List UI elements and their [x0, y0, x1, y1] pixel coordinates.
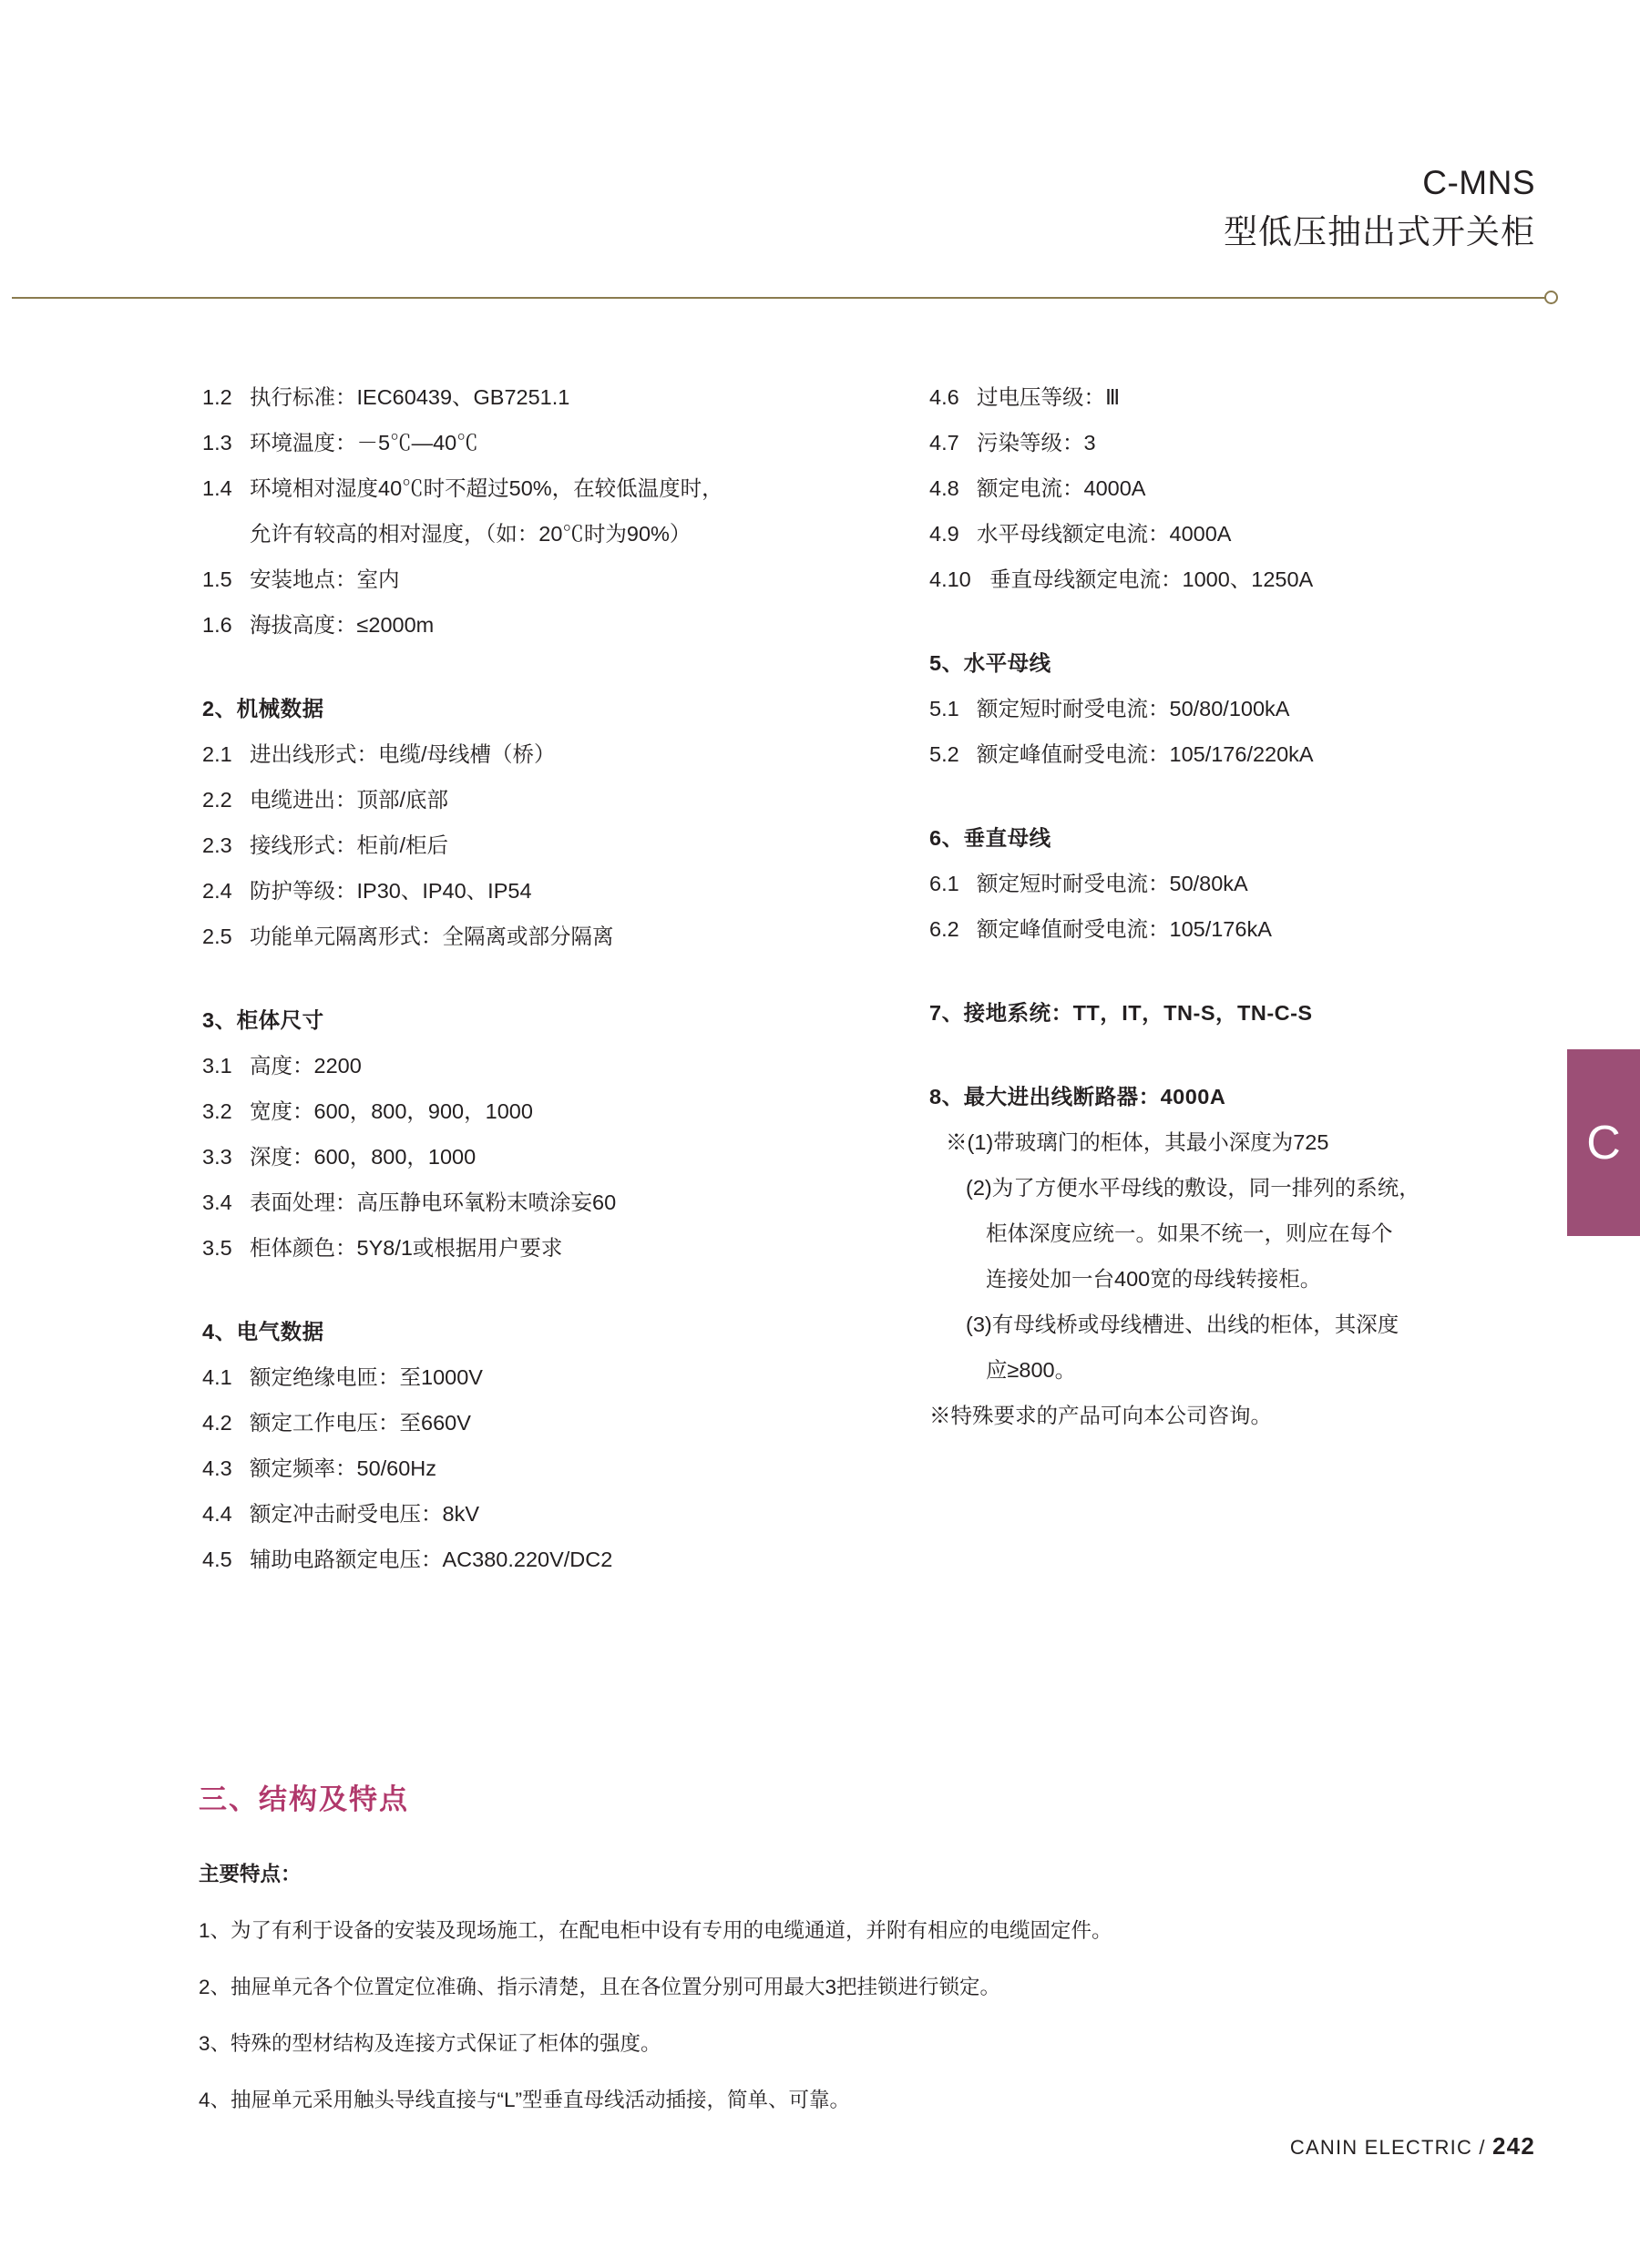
spec-item-number: 3.4 [202, 1190, 232, 1214]
feature-item: 4、抽屉单元采用触头导线直接与“L”型垂直母线活动插接，简单、可靠。 [199, 2089, 851, 2111]
spec-item-text: 额定峰值耐受电流：105/176kA [977, 917, 1272, 941]
spec-item-number: 4.3 [202, 1456, 232, 1480]
spec-item [202, 615, 840, 637]
left-column [202, 387, 840, 1595]
spec-item-number: 4.4 [202, 1502, 232, 1526]
spec-item [202, 1056, 840, 1078]
chapter-tab [1567, 1049, 1640, 1236]
spec-item-number: 3.1 [202, 1054, 232, 1078]
spec-item-text: 环境温度：－5℃—40℃ [250, 431, 478, 455]
spec-item [202, 1413, 840, 1435]
spec-item [929, 744, 1567, 766]
spec-item-number: 3.2 [202, 1099, 232, 1123]
spec-item [202, 1549, 840, 1571]
spec-item-number: 1.3 [202, 431, 232, 455]
spec-item-number: 1.2 [202, 385, 232, 409]
spec-item-text: 额定频率：50/60Hz [250, 1456, 437, 1480]
spec-continuation: 允许有较高的相对湿度，（如：20℃时为90%） [250, 522, 692, 546]
section-title: 2、机械数据 [202, 697, 324, 720]
spec-item-text: 柜体颜色：5Y8/1或根据用户要求 [250, 1236, 563, 1260]
spec-item-number: 6.1 [929, 872, 959, 895]
spec-item-text: 额定峰值耐受电流：105/176/220kA [977, 742, 1314, 766]
spacer [929, 1048, 1567, 1087]
spec-item-text: 安装地点：室内 [250, 567, 400, 591]
spec-item [202, 926, 840, 948]
spec-item-number: 4.8 [929, 476, 959, 500]
spec-item-number: 2.5 [202, 925, 232, 948]
spacer [202, 1283, 840, 1322]
spacer [929, 965, 1567, 1003]
header-rule-dot-icon [1544, 291, 1558, 304]
spec-item [202, 1238, 840, 1260]
spec-item [202, 881, 840, 903]
spec-item-text: 环境相对湿度40℃时不超过50%，在较低温度时， [250, 476, 723, 500]
spacer [202, 972, 840, 1010]
spec-item [202, 1458, 840, 1480]
spec-item-text: 垂直母线额定电流：1000、1250A [989, 567, 1314, 591]
spec-item-text: 额定短时耐受电流：50/80/100kA [977, 697, 1290, 720]
spec-item-number: 4.7 [929, 431, 959, 455]
spec-note: (3)有母线桥或母线槽进、出线的柜体，其深度 [966, 1313, 1399, 1336]
right-column [929, 387, 1567, 1451]
spacer [929, 615, 1567, 653]
spec-item-number: 3.3 [202, 1145, 232, 1169]
spec-item [202, 1101, 840, 1123]
section-title: 4、电气数据 [202, 1320, 324, 1343]
spec-item [929, 873, 1567, 895]
spec-item-number: 4.5 [202, 1548, 232, 1571]
spacer [929, 790, 1567, 828]
spec-item-number: 4.10 [929, 567, 971, 591]
spec-item-text: 宽度：600，800，900，1000 [250, 1099, 533, 1123]
product-brand: C-MNS [1422, 164, 1535, 201]
feature-item: 2、抽屉单元各个位置定位准确、指示清楚，且在各位置分别可用最大3把挂锁进行锁定。 [199, 1976, 1001, 1998]
section-title: 6、垂直母线 [929, 826, 1051, 850]
spec-item-number: 2.2 [202, 788, 232, 812]
spec-item-number: 5.1 [929, 697, 959, 720]
spec-item-text: 深度：600，800，1000 [250, 1145, 477, 1169]
spec-item-text: 海拔高度：≤2000m [250, 613, 435, 637]
spec-item [929, 569, 1567, 591]
feature-item: 1、为了有利于设备的安装及现场施工，在配电柜中设有专用的电缆通道，并附有相应的电缆固定件。 [199, 1919, 1112, 1942]
section-title: 7、接地系统：TT，IT，TN-S，TN-C-S [929, 1001, 1313, 1025]
spec-item-number: 4.9 [929, 522, 959, 546]
spec-item [202, 744, 840, 766]
spec-item-text: 额定电流：4000A [977, 476, 1146, 500]
spec-item-text: 过电压等级：Ⅲ [977, 385, 1121, 409]
section-title: 5、水平母线 [929, 651, 1051, 675]
header-rule-line [12, 297, 1545, 299]
spec-item-text: 表面处理：高压静电环氧粉末喷涂妄60 [250, 1190, 617, 1214]
spec-item-text: 水平母线额定电流：4000A [977, 522, 1232, 546]
section-title: 3、柜体尺寸 [202, 1008, 324, 1032]
page-header [1224, 162, 1535, 254]
spec-item [929, 699, 1567, 720]
spec-item-number: 5.2 [929, 742, 959, 766]
spec-item-number: 2.3 [202, 833, 232, 857]
spec-item [202, 478, 840, 500]
spec-item-number: 1.6 [202, 613, 232, 637]
features-block [199, 1858, 1474, 2140]
spec-item-text: 额定冲击耐受电压：8kV [250, 1502, 479, 1526]
spec-item-text: 功能单元隔离形式：全隔离或部分隔离 [250, 925, 614, 948]
spec-note: 应≥800。 [986, 1358, 1077, 1382]
spec-item-text: 高度：2200 [250, 1054, 362, 1078]
spec-item [202, 569, 840, 591]
spec-item-text: 进出线形式：电缆/母线槽（桥） [250, 742, 556, 766]
spec-item [202, 1192, 840, 1214]
spec-item [929, 524, 1567, 546]
spec-item-number: 1.4 [202, 476, 232, 500]
spec-item-text: 执行标准：IEC60439、GB7251.1 [250, 385, 570, 409]
spec-item-number: 4.6 [929, 385, 959, 409]
spec-item [202, 1367, 840, 1389]
page-footer [1290, 2132, 1535, 2161]
spec-item [202, 387, 840, 409]
spec-item [202, 1504, 840, 1526]
footer-separator: / [1472, 2136, 1493, 2159]
spec-item-text: 额定工作电压：至660V [250, 1411, 471, 1435]
footer-page-number: 242 [1492, 2132, 1535, 2160]
spec-item [202, 433, 840, 455]
footer-company: CANIN ELECTRIC [1289, 2136, 1473, 2159]
spec-item-text: 额定短时耐受电流：50/80kA [977, 872, 1248, 895]
chapter-tab-label: C [1586, 1116, 1621, 1170]
spec-item [202, 790, 840, 812]
spec-item [202, 835, 840, 857]
spacer [202, 660, 840, 699]
spec-item-text: 辅助电路额定电压：AC380.220V/DC2 [250, 1548, 613, 1571]
spec-item-number: 6.2 [929, 917, 959, 941]
section-heading-structure: 三、结构及特点 [199, 1783, 409, 1815]
spec-item-number: 4.1 [202, 1365, 232, 1389]
spec-item-number: 4.2 [202, 1411, 232, 1435]
spec-item-text: 防护等级：IP30、IP40、IP54 [250, 879, 532, 903]
spec-item [202, 1147, 840, 1169]
feature-item: 3、特殊的型材结构及连接方式保证了柜体的强度。 [199, 2032, 661, 2055]
features-list [199, 1915, 1474, 2113]
product-subtitle: 型低压抽出式开关柜 [1224, 213, 1535, 251]
spec-item [929, 919, 1567, 941]
spec-item-text: 额定绝缘电匝：至1000V [250, 1365, 483, 1389]
spec-note: ※特殊要求的产品可向本公司咨询。 [929, 1404, 1272, 1427]
features-title: 主要特点： [199, 1863, 302, 1885]
spec-item [929, 387, 1567, 409]
spec-item [929, 478, 1567, 500]
spec-note: 柜体深度应统一。如果不统一，则应在每个 [986, 1221, 1393, 1245]
spec-item-text: 接线形式：柜前/柜后 [250, 833, 449, 857]
spec-item-number: 1.5 [202, 567, 232, 591]
spec-item-number: 2.4 [202, 879, 232, 903]
header-rule [12, 290, 1558, 308]
section-title: 8、最大进出线断路器：4000A [929, 1085, 1226, 1108]
spec-note: ※(1)带玻璃门的柜体，其最小深度为725 [946, 1130, 1329, 1154]
spec-item [929, 433, 1567, 455]
spec-note: 连接处加一台400宽的母线转接柜。 [986, 1267, 1322, 1291]
spec-item-text: 电缆进出：顶部/底部 [250, 788, 449, 812]
spec-item-number: 2.1 [202, 742, 232, 766]
spec-note: (2)为了方便水平母线的敷设，同一排列的系统， [966, 1176, 1420, 1200]
spec-item-text: 污染等级：3 [977, 431, 1096, 455]
spec-item-number: 3.5 [202, 1236, 232, 1260]
